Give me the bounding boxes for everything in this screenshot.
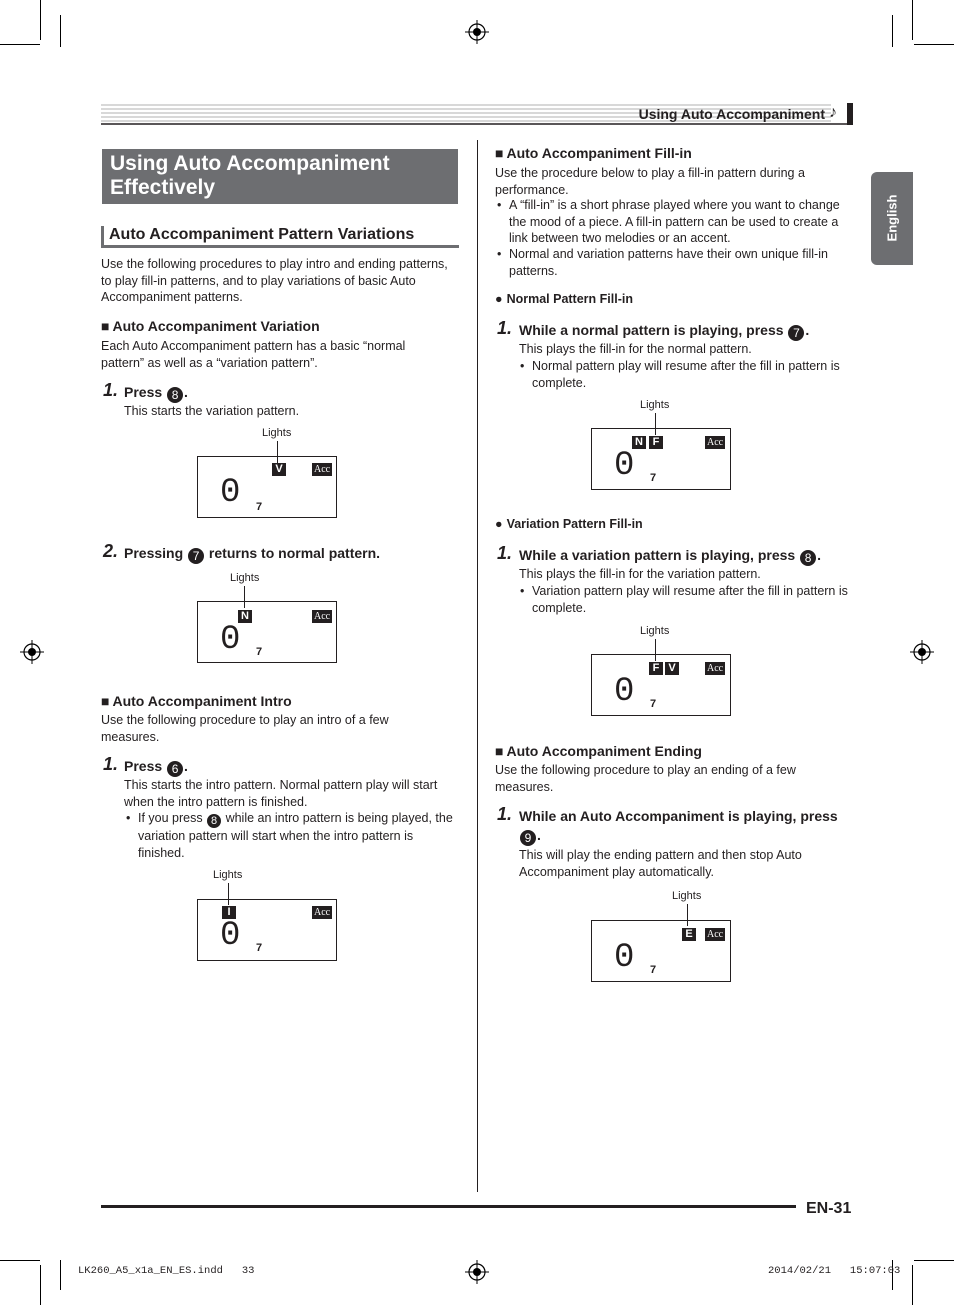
lcd-display (591, 428, 731, 490)
note-bullet: • Normal pattern play will resume after the fill in pattern is complete. (532, 358, 852, 391)
lcd-number: 7 (256, 942, 263, 954)
lcd-display (197, 456, 337, 518)
variation-indicator: V (272, 463, 286, 476)
lcd-number: 7 (650, 964, 657, 976)
step-instruction: While an Auto Accompaniment is playing, press (519, 808, 838, 824)
lcd-number: 7 (256, 501, 263, 513)
acc-indicator: Acc (314, 907, 331, 918)
intro-heading: ■ Auto Accompaniment Intro (101, 693, 292, 709)
acc-indicator: Acc (707, 437, 724, 448)
language-tab-label: English (884, 194, 900, 242)
crop-mark (60, 15, 61, 47)
step-instruction: Press 6 . (124, 758, 188, 776)
step-number: 1. (497, 543, 513, 563)
acc-indicator: Acc (707, 929, 724, 940)
fillin-heading: ■ Auto Accompaniment Fill-in (495, 145, 692, 161)
lcd-number: 7 (650, 698, 657, 710)
step-instruction: While a variation pattern is playing, press 8 . (519, 547, 821, 565)
registration-mark-icon (465, 1260, 489, 1284)
acc-indicator: Acc (707, 663, 724, 674)
lcd-display (591, 920, 731, 982)
lights-label: Lights (672, 890, 702, 902)
subheading (101, 226, 459, 248)
subheading-text: Auto Accompaniment Pattern Variations (109, 226, 415, 243)
lcd-display (197, 899, 337, 961)
crop-mark (40, 1265, 41, 1305)
language-tab (871, 172, 913, 265)
step-number: 1. (497, 318, 513, 338)
registration-mark-icon (465, 20, 489, 44)
button-9-icon: 9 (520, 830, 536, 846)
column-divider (477, 140, 478, 1192)
button-6-icon: 6 (167, 761, 183, 777)
intro-paragraph: Use the following procedures to play intro and ending patterns, to play fill-in patterns, and to play variations of basic Auto Accompaniment patterns. (101, 257, 448, 304)
note-bullet: • If you press 8 while an intro pattern is being played, the variation pattern will start when the intro pattern is finished. (138, 810, 458, 861)
crop-mark (60, 1260, 61, 1290)
registration-mark-icon (20, 640, 44, 664)
button-8-icon: 8 (207, 814, 221, 828)
lcd-digit: 0 (220, 621, 241, 659)
button-7-icon: 7 (788, 325, 804, 341)
slug-filename: LK260_A5_x1a_EN_ES.indd 33 (78, 1265, 255, 1277)
intro-indicator: I (222, 906, 236, 919)
step-number: 1. (103, 380, 119, 400)
step-number: 1. (497, 804, 513, 824)
lights-label: Lights (213, 869, 243, 881)
lcd-digit: 0 (220, 474, 241, 512)
step-description: This starts the intro pattern. Normal pattern play will start when the intro pattern is finished. (124, 778, 438, 809)
lcd-display (197, 601, 337, 663)
note-bullet: • Variation pattern play will resume after the fill in pattern is complete. (532, 583, 852, 616)
music-note-icon: ♪ (829, 104, 837, 121)
variation-description: Each Auto Accompaniment pattern has a basic “normal pattern” as well as a “variation pattern”. (101, 339, 406, 370)
fillin-bullet: • A “fill-in” is a short phrase played where you want to change the mood of a piece. A fill-in pattern can be used to create a link between two melodies or an accent. (509, 197, 851, 247)
acc-indicator: Acc (314, 464, 331, 475)
step-description: This plays the fill-in for the variation pattern. (519, 567, 761, 581)
variation-fillin-heading: ● Variation Pattern Fill-in (495, 517, 643, 531)
step-number: 1. (103, 754, 119, 774)
footer-rule (101, 1205, 796, 1208)
lcd-digit: 0 (614, 939, 635, 977)
lights-label: Lights (640, 625, 670, 637)
lcd-display (591, 654, 731, 716)
step-instruction-key: 9 . (519, 827, 541, 846)
crop-mark (892, 15, 893, 47)
lights-label: Lights (640, 399, 670, 411)
lcd-digit: 0 (220, 917, 241, 955)
section-title: Using Auto Accompaniment Effectively (102, 149, 458, 204)
step-instruction: While a normal pattern is playing, press 7 . (519, 322, 810, 340)
step-number: 2. (103, 541, 119, 561)
lcd-digit: 0 (614, 447, 635, 485)
crop-mark (912, 0, 913, 40)
page-number: EN-31 (806, 1200, 852, 1217)
crop-mark (914, 1260, 954, 1261)
step-description: This plays the fill-in for the normal pattern. (519, 342, 752, 356)
step-instruction: Pressing 7 returns to normal pattern. (124, 545, 381, 563)
acc-indicator: Acc (314, 611, 331, 622)
variation-indicator: V (665, 662, 679, 675)
fillin-indicator: F (649, 436, 663, 449)
crop-mark (0, 1260, 40, 1261)
crop-mark (0, 44, 40, 45)
crop-mark (40, 0, 41, 40)
step-description: This will play the ending pattern and then stop Auto Accompaniment play automatically. (519, 848, 802, 879)
normal-indicator: N (238, 610, 252, 623)
button-8-icon: 8 (800, 550, 816, 566)
fillin-bullet: • Normal and variation patterns have their own unique fill-in patterns. (509, 246, 851, 279)
fillin-description: Use the procedure below to play a fill-in pattern during a performance. (495, 166, 805, 197)
crop-mark (914, 44, 954, 45)
lcd-number: 7 (256, 646, 263, 658)
normal-fillin-heading: ● Normal Pattern Fill-in (495, 292, 633, 306)
crop-mark (912, 1265, 913, 1305)
lcd-number: 7 (650, 472, 657, 484)
ending-description: Use the following procedure to play an ending of a few measures. (495, 763, 796, 794)
step-description: This starts the variation pattern. (124, 404, 300, 418)
ending-heading: ■ Auto Accompaniment Ending (495, 743, 702, 759)
variation-heading: ■ Auto Accompaniment Variation (101, 318, 320, 334)
slug-timestamp: 2014/02/21 15:07:03 (768, 1265, 901, 1277)
lcd-digit: 0 (614, 673, 635, 711)
lights-label: Lights (262, 427, 292, 439)
lights-label: Lights (230, 572, 260, 584)
running-header-title: Using Auto Accompaniment (638, 106, 825, 122)
normal-indicator: N (632, 436, 646, 449)
ending-indicator: E (682, 928, 696, 941)
button-7-icon: 7 (188, 548, 204, 564)
button-8-icon: 8 (167, 387, 183, 403)
registration-mark-icon (910, 640, 934, 664)
intro-description: Use the following procedure to play an intro of a few measures. (101, 713, 389, 744)
step-instruction: Press 8 . (124, 384, 188, 402)
fillin-indicator: F (649, 662, 663, 675)
